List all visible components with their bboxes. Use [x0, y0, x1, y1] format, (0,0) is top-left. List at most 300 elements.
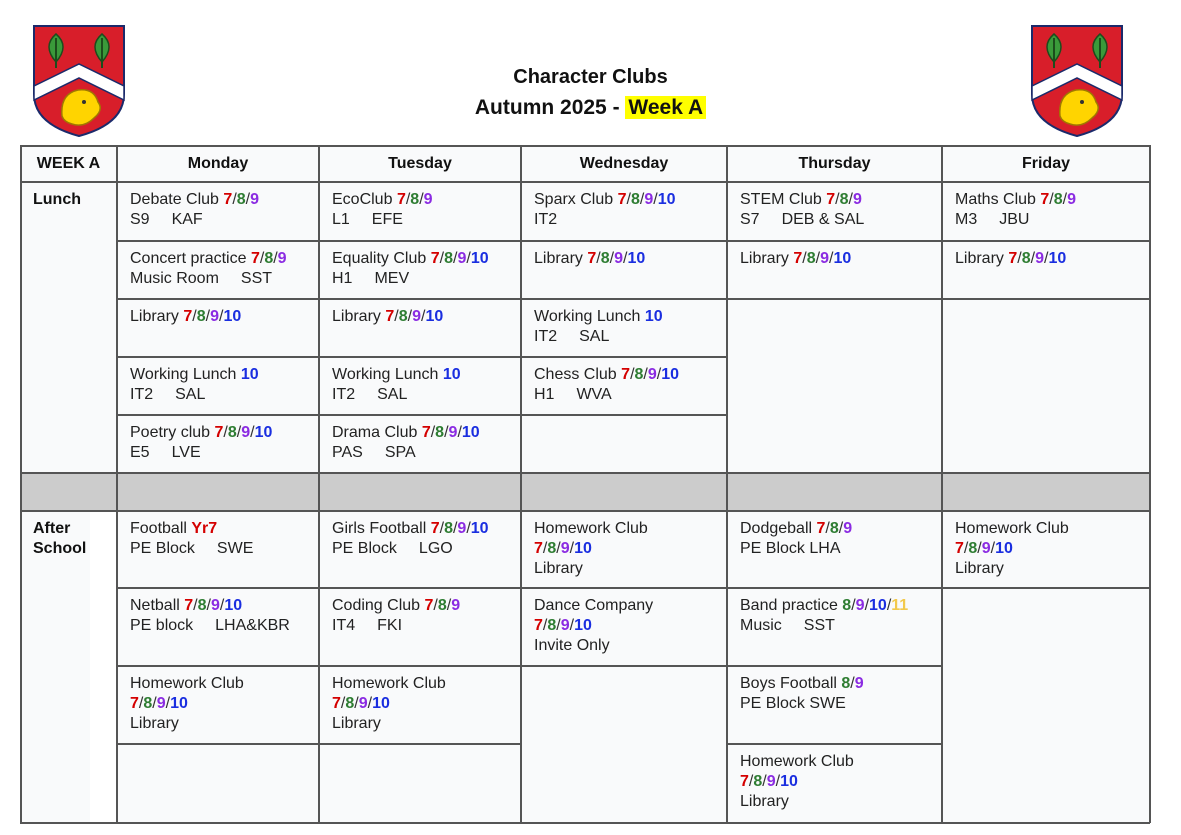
club-name: Library: [130, 308, 179, 325]
room: PE block: [130, 617, 194, 634]
year-group-7: 7: [430, 520, 440, 537]
club-name: Working Lunch: [332, 366, 439, 383]
club-name: Homework Club: [955, 520, 1069, 537]
year-group-9: 9: [250, 191, 260, 208]
grid-line: [20, 145, 22, 823]
year-group-7: 7: [826, 191, 836, 208]
location: Library: [534, 560, 583, 577]
year-group-8: 8: [842, 597, 852, 614]
empty-cell: [521, 666, 727, 823]
club-cell: [727, 241, 942, 299]
year-group-8: 8: [398, 308, 408, 325]
club-name-line: Sparx Club 7/8/9/10: [534, 191, 676, 208]
room: H1: [332, 270, 353, 287]
club-cell: [319, 588, 521, 666]
year-group-10: 10: [224, 597, 243, 614]
year-group-9: 9: [1067, 191, 1076, 208]
room-staff-line: [332, 443, 508, 463]
year-group-7: 7: [816, 520, 826, 537]
club-cell: [942, 182, 1150, 241]
grid-line: [319, 356, 521, 358]
club-name-line: [130, 674, 306, 694]
grid-line: [20, 181, 1150, 183]
room-staff-line: [130, 539, 306, 559]
club-cell: [319, 357, 521, 415]
club-name-line: [332, 674, 508, 694]
location: PE Block SWE: [740, 695, 846, 712]
club-cell: [117, 415, 319, 473]
year-group-10: 10: [442, 366, 461, 383]
year-group-7: 7: [793, 250, 803, 267]
club-name-line: EcoClub 7/8/9: [332, 191, 433, 208]
club-name-line: Chess Club 7/8/9/10: [534, 366, 680, 383]
year-group-10: 10: [1048, 250, 1067, 267]
club-name-line: [130, 519, 306, 539]
club-cell: [521, 182, 727, 241]
club-name-line: Equality Club 7/8/9/10: [332, 250, 489, 267]
room: E5: [130, 444, 150, 461]
club-cell: [727, 182, 942, 241]
club-name-line: Band practice 8/9/10/11: [740, 597, 909, 614]
year-group-8: 8: [435, 424, 445, 441]
staff: LHA&KBR: [215, 617, 290, 634]
club-name: Sparx Club: [534, 191, 614, 208]
year-group-7: 7: [534, 617, 543, 634]
year-group-9: 9: [210, 308, 219, 325]
grid-line: [319, 240, 521, 242]
grid-line: [942, 298, 1150, 300]
year-group-7: 7: [1008, 250, 1018, 267]
room-staff-line: [534, 385, 714, 405]
club-name: Homework Club: [130, 675, 244, 692]
year-group-9: 9: [448, 424, 458, 441]
year-group-9: 9: [156, 695, 166, 712]
staff: DEB & SAL: [781, 211, 865, 228]
year-group-10: 10: [574, 540, 592, 557]
room: PE Block: [332, 540, 397, 557]
subtitle-term: Autumn 2025 -: [474, 96, 626, 119]
grid-line: [727, 743, 942, 745]
room-staff-line: [130, 210, 306, 230]
club-cell: [727, 744, 942, 823]
room: S7: [740, 211, 760, 228]
day-header-monday: Monday: [117, 145, 319, 182]
staff: SAL: [175, 386, 206, 403]
club-cell: [117, 299, 319, 357]
club-name-line: Debate Club 7/8/9: [130, 191, 260, 208]
year-groups-line: 7/8/9/10: [534, 540, 592, 557]
year-group-10: 10: [372, 695, 390, 712]
club-name: Working Lunch: [130, 366, 237, 383]
grid-line: [319, 298, 521, 300]
year-group-10: 10: [657, 191, 676, 208]
year-group-8: 8: [968, 540, 978, 557]
year-group-10: 10: [470, 520, 489, 537]
year-group-9: 9: [210, 597, 220, 614]
year-group-9: 9: [820, 250, 829, 267]
room: S9: [130, 211, 150, 228]
room-staff-line: [332, 385, 508, 405]
staff: KAF: [171, 211, 203, 228]
club-name-line: Library 7/8/9/10: [740, 250, 852, 267]
year-group-9: 9: [560, 617, 570, 634]
club-name: Coding Club: [332, 597, 421, 614]
grid-line: [117, 414, 319, 416]
grid-line: [521, 587, 727, 589]
year-group-10: 10: [780, 773, 798, 790]
year-group-7: 7: [421, 424, 431, 441]
club-cell: [319, 241, 521, 299]
room: IT2: [534, 328, 558, 345]
grid-line: [20, 472, 1150, 474]
grid-line: [117, 298, 319, 300]
grid-line: [117, 240, 319, 242]
club-cell: [117, 241, 319, 299]
room: IT4: [332, 617, 356, 634]
club-cell: [727, 666, 942, 744]
room: M3: [955, 211, 978, 228]
grid-line: [521, 665, 727, 667]
year-group-10: 10: [661, 366, 680, 383]
year-group-8: 8: [1021, 250, 1031, 267]
room-staff-line: [740, 616, 929, 636]
year-group-7: 7: [621, 366, 631, 383]
year-group-8: 8: [753, 773, 763, 790]
club-name-line: Library 7/8/9/10: [534, 250, 646, 267]
grid-line: [521, 414, 727, 416]
location: Library: [332, 715, 381, 732]
year-group-9: 9: [854, 675, 864, 692]
grid-line: [520, 145, 522, 823]
club-name-line: STEM Club 7/8/9: [740, 191, 862, 208]
room: IT2: [130, 386, 154, 403]
grid-line: [117, 587, 319, 589]
staff: SAL: [579, 328, 610, 345]
grid-line: [20, 510, 1150, 512]
year-group-10: 10: [574, 617, 592, 634]
year-group-9: 9: [423, 191, 433, 208]
staff: FKI: [377, 617, 403, 634]
club-name-line: Library 7/8/9/10: [332, 308, 444, 325]
room: Music Room: [130, 270, 219, 287]
year-group-10: 10: [223, 308, 242, 325]
year-group-9: 9: [855, 597, 865, 614]
club-name-line: Poetry club 7/8/9/10: [130, 424, 273, 441]
club-name: Chess Club: [534, 366, 617, 383]
year-groups-line: 7/8/9/10: [332, 695, 390, 712]
year-group-8: 8: [841, 675, 851, 692]
room-staff-line: [332, 616, 508, 636]
room-staff-line: [332, 269, 508, 289]
room-staff-line: [130, 269, 306, 289]
year-group-7: 7: [385, 308, 395, 325]
year-group-7: 7: [396, 191, 406, 208]
year-group-9: 9: [457, 520, 467, 537]
club-cell: [117, 588, 319, 666]
staff: SPA: [384, 444, 416, 461]
club-name: Library: [740, 250, 789, 267]
club-name: Dance Company: [534, 597, 654, 614]
year-group-8: 8: [829, 520, 839, 537]
empty-cell: [727, 299, 942, 473]
club-name-line: Coding Club 7/8/9: [332, 597, 461, 614]
staff: JBU: [999, 211, 1030, 228]
year-group-9: 9: [457, 250, 467, 267]
club-cell: [727, 511, 942, 588]
club-name: Library: [534, 250, 583, 267]
year-group-8: 8: [444, 520, 453, 537]
club-cell: [319, 666, 521, 744]
grid-line: [727, 587, 942, 589]
year-group-9: 9: [647, 366, 657, 383]
club-cell: [319, 299, 521, 357]
club-name: Equality Club: [332, 250, 427, 267]
club-cell: [942, 241, 1150, 299]
club-name: Drama Club: [332, 424, 418, 441]
year-group-10: 10: [470, 250, 489, 267]
year-group-7: 7: [183, 308, 193, 325]
club-name: Homework Club: [740, 753, 854, 770]
location: Library: [955, 560, 1004, 577]
empty-cell: [942, 299, 1150, 473]
club-name-line: [534, 596, 714, 616]
room-staff-line: [130, 385, 306, 405]
separator-cell: [727, 473, 942, 511]
club-name: Maths Club: [955, 191, 1036, 208]
club-name-line: Drama Club 7/8/9/10: [332, 424, 480, 441]
year-group-9: 9: [981, 540, 991, 557]
grid-line: [727, 665, 942, 667]
club-name: Library: [332, 308, 381, 325]
year-group-7: 7: [214, 424, 224, 441]
room: H1: [534, 386, 555, 403]
separator-cell: [319, 473, 521, 511]
club-cell: [727, 588, 942, 666]
club-cell: [521, 357, 727, 415]
club-name-line: [534, 519, 714, 539]
grid-line: [942, 240, 1150, 242]
staff: EFE: [371, 211, 403, 228]
grid-line: [20, 145, 1150, 147]
location: Library: [740, 793, 789, 810]
empty-cell: [521, 415, 727, 473]
week-highlight: Week A: [625, 96, 706, 119]
year-group-10: 10: [833, 250, 852, 267]
club-name: Homework Club: [534, 520, 648, 537]
club-cell: [319, 415, 521, 473]
empty-cell: [319, 744, 521, 823]
year-group-7: 7: [184, 597, 194, 614]
club-cell: [521, 511, 727, 588]
club-name-line: Library 7/8/9/10: [130, 308, 242, 325]
year-groups-line: 7/8/9/10: [955, 540, 1013, 557]
club-name: Football: [130, 520, 187, 537]
club-name-line: Boys Football 8/9: [740, 675, 864, 692]
year-group-9: 9: [644, 191, 654, 208]
club-name-line: Concert practice 7/8/9: [130, 250, 287, 267]
year-group-7: 7: [955, 540, 964, 557]
year-group-8: 8: [143, 695, 153, 712]
room-staff-line: [534, 210, 714, 230]
grid-line: [319, 587, 521, 589]
staff: LGO: [418, 540, 453, 557]
separator-cell: [942, 473, 1150, 511]
row-label-lunch: Lunch: [20, 182, 117, 473]
day-header-friday: Friday: [942, 145, 1150, 182]
club-cell: [117, 182, 319, 241]
club-name-line: [955, 519, 1137, 539]
day-header-thursday: Thursday: [727, 145, 942, 182]
year-group-9: 9: [358, 695, 368, 712]
year-groups-line: 7/8/9/10: [130, 695, 188, 712]
year-group-7: 7: [587, 250, 597, 267]
club-name-line: Maths Club 7/8/9: [955, 191, 1076, 208]
staff: SWE: [216, 540, 254, 557]
year-group-8: 8: [547, 617, 557, 634]
year-group-8: 8: [1053, 191, 1063, 208]
club-name: Netball: [130, 597, 180, 614]
grid-line: [318, 145, 320, 823]
room-staff-line: [130, 443, 306, 463]
year-group-8: 8: [630, 191, 640, 208]
club-name: Poetry club: [130, 424, 211, 441]
day-header-wednesday: Wednesday: [521, 145, 727, 182]
club-name-line: [740, 752, 929, 772]
club-name: Working Lunch: [534, 308, 641, 325]
grid-line: [319, 414, 521, 416]
club-name-line: [332, 365, 508, 385]
empty-cell: [942, 588, 1150, 823]
grid-line: [117, 356, 319, 358]
grid-line: [941, 145, 943, 823]
separator-cell: [521, 473, 727, 511]
year-group-9: 9: [277, 250, 287, 267]
grid-line: [117, 665, 319, 667]
room-staff-line: [534, 327, 714, 347]
club-cell: [521, 299, 727, 357]
room: IT2: [332, 386, 356, 403]
year-group-8: 8: [634, 366, 644, 383]
year-group-10: 10: [644, 308, 663, 325]
club-name: Dodgeball: [740, 520, 813, 537]
room-staff-line: [130, 616, 306, 636]
timetable-grid: [20, 145, 1150, 823]
grid-line: [727, 240, 942, 242]
club-cell: [117, 357, 319, 415]
year-group-8: 8: [227, 424, 237, 441]
page-subtitle: [0, 96, 1181, 120]
year-group-10: 10: [170, 695, 188, 712]
year-group-7: 7: [1040, 191, 1050, 208]
grid-line: [726, 145, 728, 823]
separator-cell: [117, 473, 319, 511]
grid-line: [1149, 145, 1151, 823]
club-cell: [117, 666, 319, 744]
club-name-line: Dodgeball 7/8/9: [740, 520, 853, 537]
year-group-label: Yr7: [191, 520, 218, 537]
year-group-8: 8: [196, 308, 206, 325]
year-group-7: 7: [130, 695, 139, 712]
year-group-8: 8: [236, 191, 246, 208]
grid-line: [319, 743, 521, 745]
year-group-7: 7: [424, 597, 434, 614]
year-group-7: 7: [740, 773, 749, 790]
year-group-7: 7: [534, 540, 543, 557]
club-name-line: [130, 365, 306, 385]
year-group-10: 10: [240, 366, 259, 383]
grid-line: [727, 298, 942, 300]
room-staff-line: [332, 539, 508, 559]
club-name: Boys Football: [740, 675, 837, 692]
row-label-after-school: After School: [20, 511, 90, 823]
grid-line: [117, 743, 319, 745]
empty-cell: [117, 744, 319, 823]
grid-line: [116, 145, 118, 823]
staff: SST: [240, 270, 273, 287]
club-name-line: [534, 307, 714, 327]
year-group-10: 10: [461, 424, 480, 441]
club-cell: [117, 511, 319, 588]
club-name: Library: [955, 250, 1004, 267]
year-group-10: 10: [627, 250, 646, 267]
club-cell: [521, 588, 727, 666]
room-staff-line: [955, 210, 1137, 230]
year-group-9: 9: [451, 597, 461, 614]
separator-cell: [20, 473, 117, 511]
day-header-tuesday: Tuesday: [319, 145, 521, 182]
staff: SAL: [377, 386, 408, 403]
grid-line: [20, 822, 1150, 824]
location: Invite Only: [534, 637, 610, 654]
year-groups-line: 7/8/9/10: [534, 617, 592, 634]
club-cell: [521, 241, 727, 299]
year-group-8: 8: [547, 540, 557, 557]
staff: LVE: [171, 444, 201, 461]
room: Music: [740, 617, 782, 634]
location: PE Block LHA: [740, 540, 841, 557]
year-group-7: 7: [250, 250, 260, 267]
year-group-9: 9: [614, 250, 623, 267]
room: PE Block: [130, 540, 195, 557]
page-title: Character Clubs: [513, 66, 668, 88]
year-group-8: 8: [437, 597, 447, 614]
year-group-8: 8: [600, 250, 610, 267]
club-name: STEM Club: [740, 191, 822, 208]
club-name: Concert practice: [130, 250, 247, 267]
grid-line: [521, 356, 727, 358]
year-group-9: 9: [1035, 250, 1044, 267]
year-group-9: 9: [843, 520, 853, 537]
club-name: Band practice: [740, 597, 838, 614]
year-group-9: 9: [766, 773, 776, 790]
room-staff-line: [740, 210, 929, 230]
year-group-8: 8: [410, 191, 420, 208]
year-group-8: 8: [264, 250, 274, 267]
year-group-7: 7: [332, 695, 341, 712]
year-group-10: 10: [254, 424, 273, 441]
year-group-8: 8: [197, 597, 207, 614]
corner-week-label: WEEK A: [20, 145, 117, 182]
year-group-8: 8: [839, 191, 849, 208]
year-group-10: 10: [869, 597, 887, 614]
club-name: EcoClub: [332, 191, 393, 208]
club-name: Girls Football: [332, 520, 427, 537]
room: PAS: [332, 444, 363, 461]
year-group-9: 9: [241, 424, 251, 441]
staff: WVA: [576, 386, 612, 403]
year-group-9: 9: [412, 308, 421, 325]
year-group-8: 8: [444, 250, 453, 267]
